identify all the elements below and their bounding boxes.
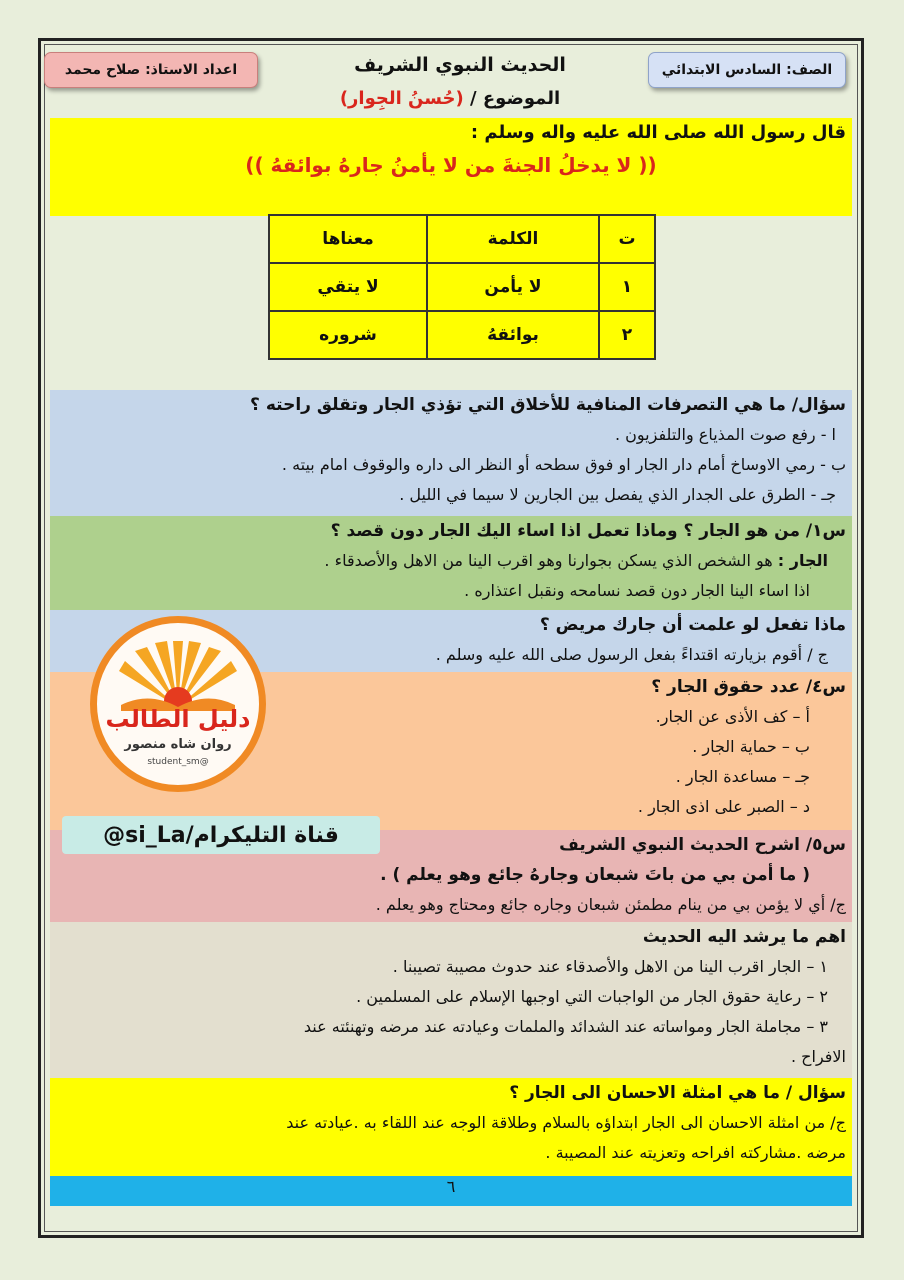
table-header-row [269, 215, 655, 263]
list-item: جـ - الطرق على الجدار الذي يفصل بين الجارين لا سيما في الليل . [399, 485, 836, 504]
examples-section [50, 1078, 852, 1176]
guidance-title: اهم ما يرشد اليه الحديث [642, 927, 846, 947]
q1-question: س١/ من هو الجار ؟ وماذا تعمل اذا اساء اليك الجار دون قصد ؟ [330, 521, 846, 541]
table-cell: ٢ [599, 311, 655, 359]
grade-label: الصف: السادس الابتدائي [648, 52, 846, 88]
table-cell: لا يأمن [427, 263, 599, 311]
examples-question: سؤال / ما هي امثلة الاحسان الى الجار ؟ [509, 1083, 846, 1103]
table-row [269, 263, 655, 311]
list-item: ١ – الجار اقرب الينا من الاهل والأصدقاء عند حدوث مصيبة تصيبنا . [392, 957, 828, 976]
vocab-table [268, 214, 656, 360]
table-cell: بوائقهُ [427, 311, 599, 359]
q5-quote: ( ما أمن بي من باتَ شبعان وجارهُ جائع وهو يعلم ) . [380, 865, 810, 885]
q1-answer-label: الجار : [777, 551, 828, 570]
list-item: ٣ – مجاملة الجار ومواساته عند الشدائد والملمات وعيادته عند مرضه وتهنئته عند [303, 1017, 828, 1036]
teacher-label: اعداد الاستاذ: صلاح محمد [44, 52, 258, 88]
student-guide-logo [90, 616, 266, 792]
list-item: الافراح . [791, 1047, 846, 1066]
sick-answer: ج / أقوم بزيارته اقتداءً بفعل الرسول صلى الله عليه وسلم . [435, 645, 828, 664]
logo-handle: @student_sm [147, 757, 209, 767]
list-item: جـ – مساعدة الجار . [675, 767, 810, 786]
q5-question: س٥/ اشرح الحديث النبوي الشريف [559, 835, 846, 855]
page-number: ٦ [446, 1177, 456, 1196]
table-cell: ١ [599, 263, 655, 311]
logo-title: دليل الطالب [105, 705, 251, 733]
topic-line [300, 88, 600, 109]
guidance-section [50, 922, 852, 1078]
q1-answer-text: هو الشخص الذي يسكن بجوارنا وهو اقرب الينا من الاهل والأصدقاء . [324, 551, 773, 570]
list-item: ب - رمي الاوساخ أمام دار الجار او فوق سطحه أو النظر الى داره والوقوف امام بيته . [281, 455, 846, 474]
q1-section [50, 516, 852, 610]
sick-question: ماذا تفعل لو علمت أن جارك مريض ؟ [539, 615, 846, 635]
worksheet-page [50, 46, 854, 1216]
list-item: أ – كف الأذى عن الجار. [655, 707, 810, 726]
list-item: ا - رفع صوت المذياع والتلفزيون . [614, 425, 836, 444]
q1-line2: اذا اساء الينا الجار دون قصد نسامحه ونقبل اعتذاره . [464, 581, 810, 600]
page-number-bar [50, 1176, 852, 1206]
q4-question: س٤/ عدد حقوق الجار ؟ [651, 677, 846, 697]
list-item: ٢ – رعاية حقوق الجار من الواجبات التي اوجبها الإسلام على المسلمين . [356, 987, 828, 1006]
hadith-intro: قال رسول الله صلى الله عليه واله وسلم : [470, 122, 846, 143]
table-cell: شروره [269, 311, 427, 359]
logo-subtitle: روان شاه منصور [124, 737, 232, 752]
sunrise-book-icon [115, 641, 241, 711]
table-cell: لا يتقي [269, 263, 427, 311]
examples-line1: ج/ من امثلة الاحسان الى الجار ابتداؤه بالسلام وطلاقة الوجه عند اللقاء به .عيادته عند [286, 1113, 846, 1132]
header-cell-meaning: معناها [269, 215, 427, 263]
topic-value: (حُسنُ الجِوار) [339, 88, 464, 109]
header-cell-word: الكلمة [427, 215, 599, 263]
hadith-text: (( لا يدخلُ الجنةَ من لا يأمنُ جارهُ بوائقهُ )) [245, 153, 657, 177]
q1-answer [56, 546, 846, 576]
q5-answer: ج/ أي لا يؤمن بي من ينام مطمئن شبعان وجاره جائع ومحتاج وهو يعلم . [375, 895, 846, 914]
telegram-channel-label: @si_La/قناة التليكرام [62, 816, 380, 854]
behaviors-section [50, 390, 852, 516]
examples-line2: مرضه .مشاركته افراحه وتعزيته عند المصيبة . [545, 1143, 846, 1162]
behaviors-question: سؤال/ ما هي التصرفات المنافية للأخلاق التي تؤذي الجار وتقلق راحته ؟ [250, 395, 846, 415]
hadith-section [50, 118, 852, 216]
header-cell-number: ت [599, 215, 655, 263]
topic-label: الموضوع / [470, 88, 561, 109]
table-row [269, 311, 655, 359]
list-item: د – الصبر على اذى الجار . [637, 797, 810, 816]
list-item: ب – حماية الجار . [692, 737, 810, 756]
page-title: الحديث النبوي الشريف [354, 54, 566, 76]
